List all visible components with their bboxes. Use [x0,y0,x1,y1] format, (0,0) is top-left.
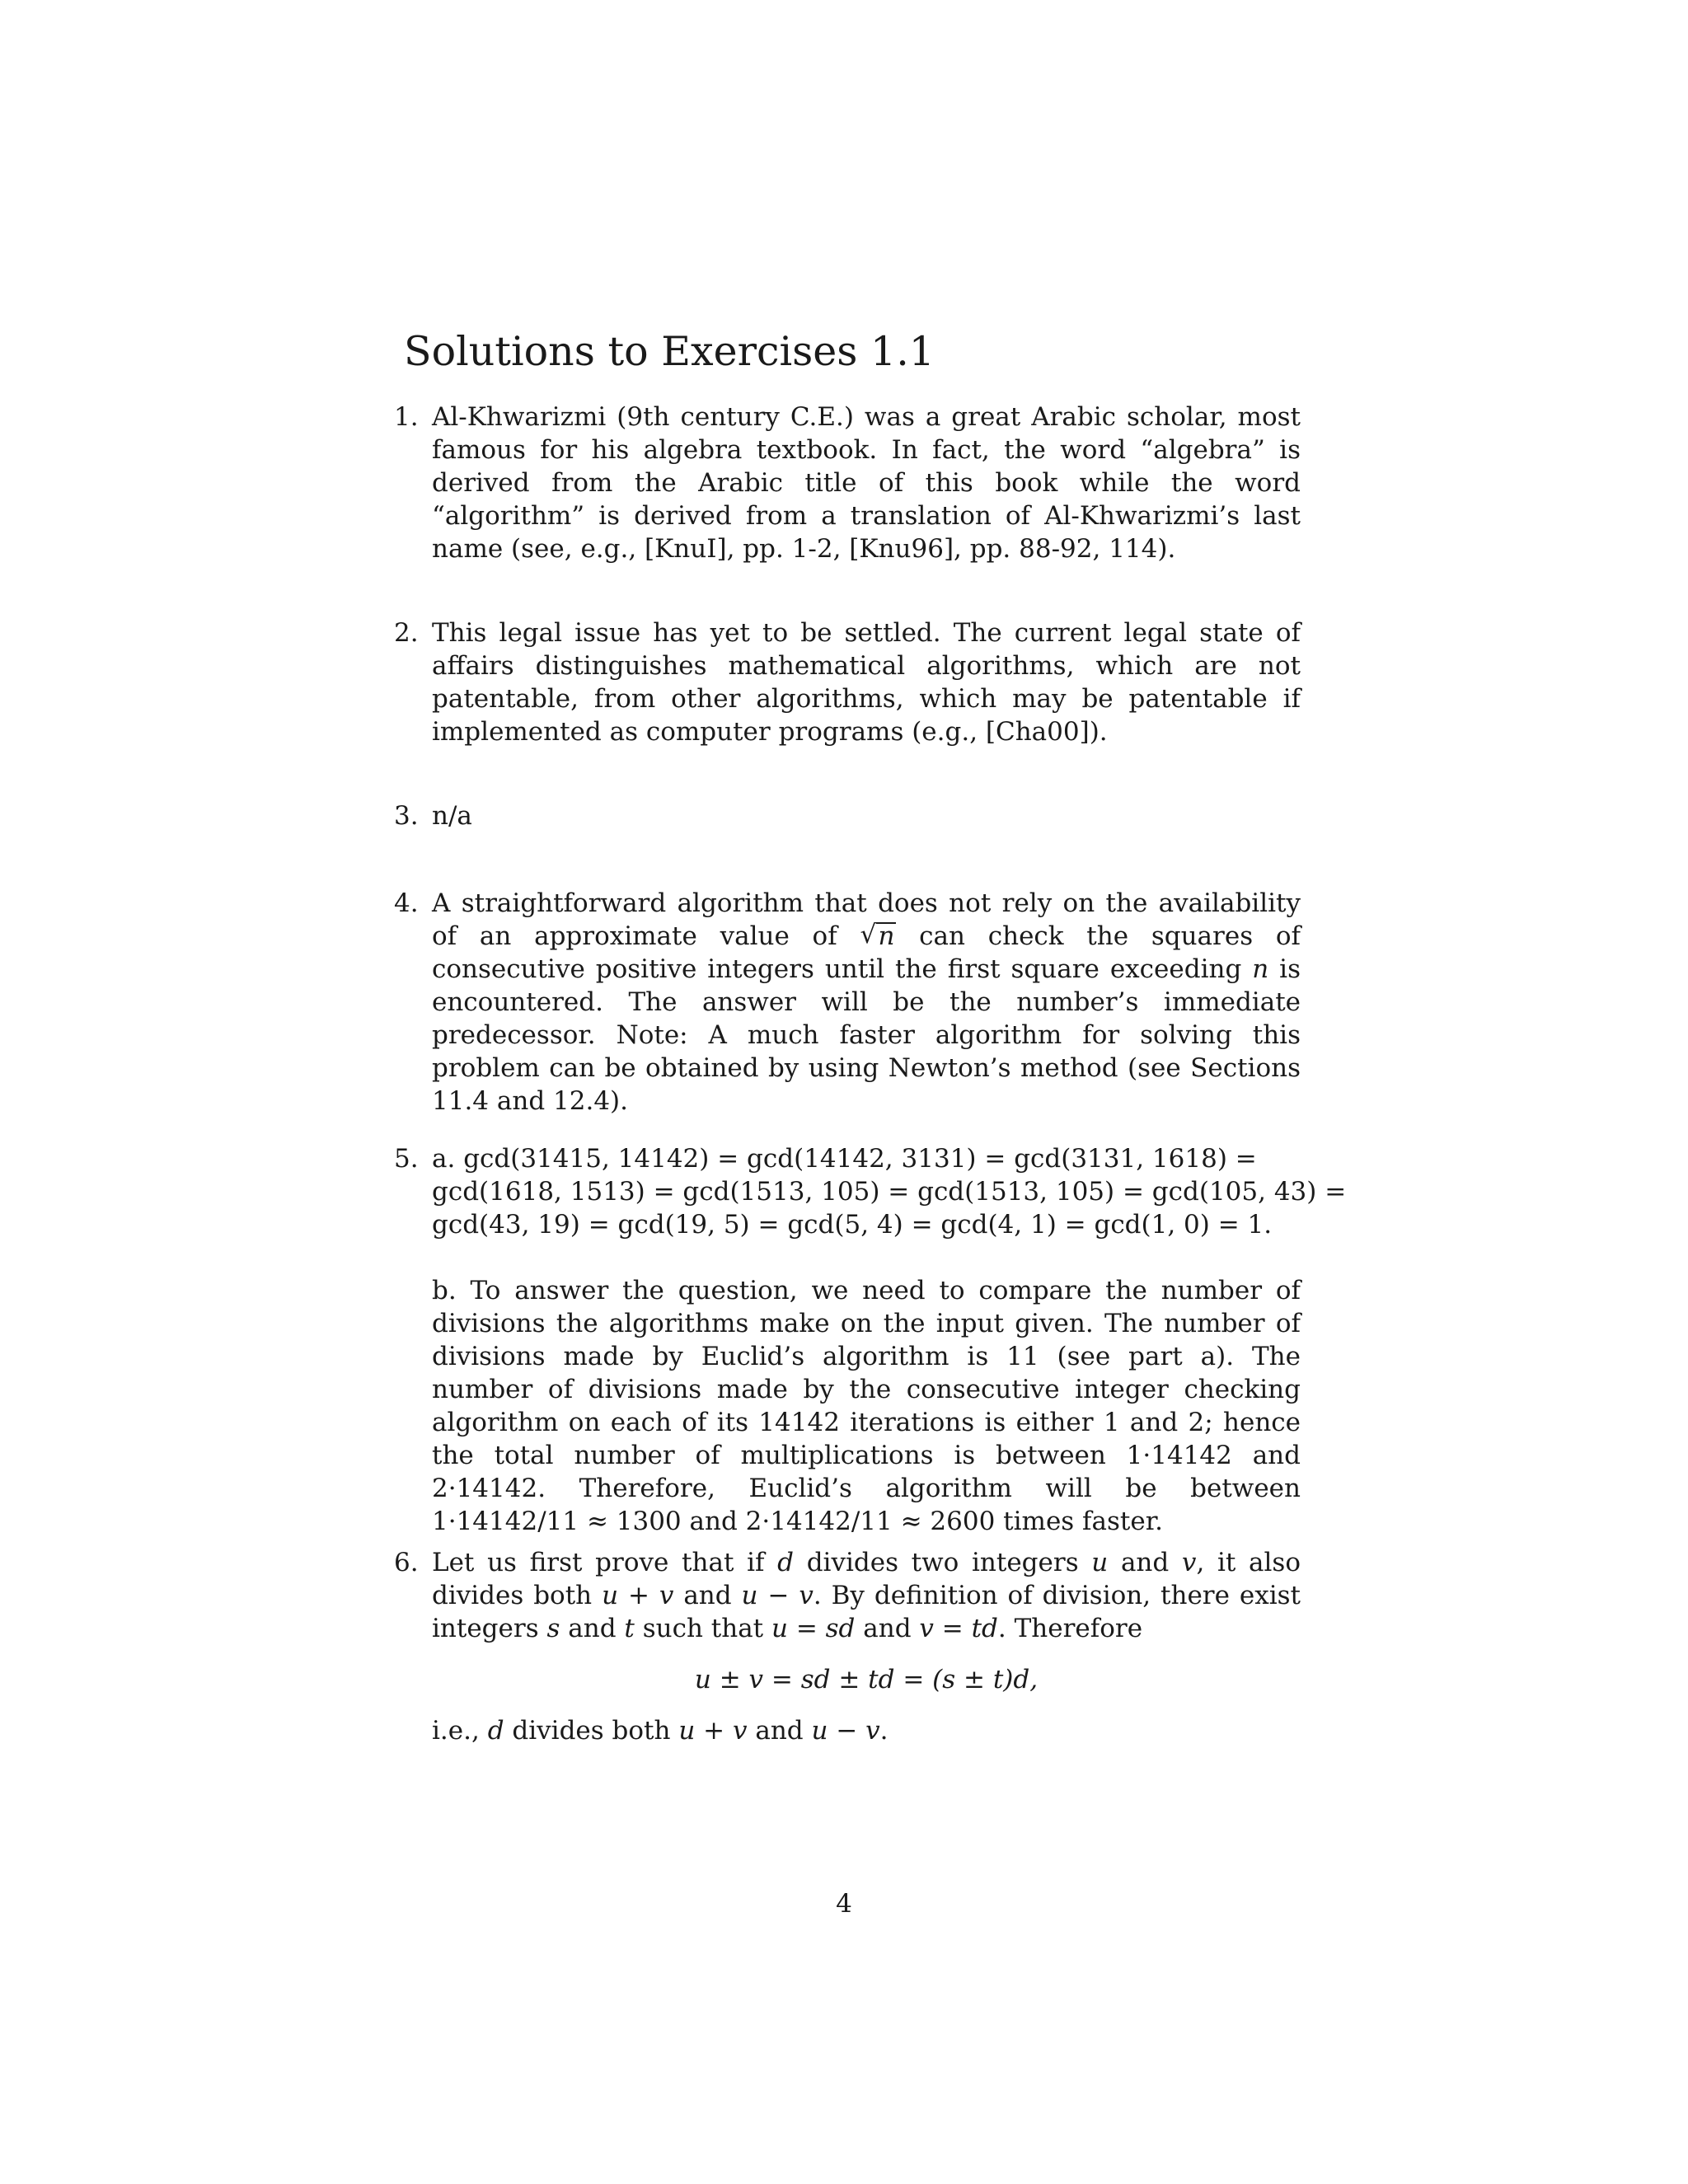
math-variable: d [777,1548,795,1577]
math-expression: u + v [678,1716,748,1746]
exercise-solution-1 [394,401,1301,565]
sqrt-argument: n [878,921,895,951]
text-segment: divides two integers [794,1548,1092,1577]
text-segment: . By definition of division, there exist integers [432,1581,1301,1643]
text-segment: . Therefore [997,1614,1143,1643]
gcd-line: a. gcd(31415, 14142) = gcd(14142, 3131) = gcd(3131, 1618) = [432,1144,1257,1174]
item-number: 5. [394,1144,419,1174]
text-segment: . [879,1716,889,1746]
item-text [432,1546,1301,1747]
square-root-expression [860,920,896,953]
math-expression: u = sd [771,1614,856,1643]
text-segment: A straightforward algorithm that does not rely on the availability of an approximate value of [432,888,1301,951]
item-text: This legal issue has yet to be settled. The current legal state of affairs distinguishes mathematical algorithms, which are not patentable, from other algorithms, which may be patentable if implemented as computer programs (e.g., [Cha00]). [432,618,1301,747]
item-text [432,1142,1347,1538]
item-number: 6. [394,1548,419,1577]
text-segment: can check the squares of consecutive positive integers until the first square exceeding [432,921,1301,984]
text-segment: and [747,1716,812,1746]
exercise-solution-6 [394,1546,1301,1747]
gcd-line: gcd(1618, 1513) = gcd(1513, 105) = gcd(1513, 105) = gcd(105, 43) = [432,1177,1347,1207]
text-segment: and [855,1614,920,1643]
math-variable: d [487,1716,504,1746]
text-segment: , it also divides both [432,1548,1301,1610]
page-number: 4 [836,1889,852,1919]
text-segment: and [560,1614,625,1643]
math-expression: u + v [602,1581,674,1610]
math-expression: v = td [919,1614,998,1643]
text-segment: Let us first prove that if [432,1548,778,1577]
page-title: Solutions to Exercises 1.1 [404,328,935,375]
math-variable: s [546,1614,560,1643]
text-segment: and [1108,1548,1182,1577]
text-segment: is encountered. The answer will be the number’s immediate predecessor. Note: A much faster algorithm for solving this problem can be obtained by using Newton’s method (see Sections 11.4 and 12.4). [432,954,1301,1116]
item-number: 4. [394,888,419,918]
display-equation: u ± v = sd ± td = (s ± t)d, [694,1665,1039,1694]
math-expression: u − v [741,1581,814,1610]
text-segment: such that [634,1614,771,1643]
text-segment: and [673,1581,742,1610]
exercise-solution-2 [394,616,1301,748]
item-text: n/a [432,801,472,831]
item-text: Al-Khwarizmi (9th century C.E.) was a great Arabic scholar, most famous for his algebra textbook. In fact, the word “algebra” is derived from the Arabic title of this book while the word “algorithm” is derived from a translation of Al-Khwarizmi’s last name (see, e.g., [KnuI], pp. 1-2, [Knu96], pp. 88-92, 114). [432,402,1301,564]
text-segment: divides both [504,1716,679,1746]
item-number: 3. [394,801,419,831]
math-variable: n [1252,954,1269,984]
exercise-solution-4 [394,887,1301,1118]
item-number: 1. [394,402,419,432]
math-variable: u [1091,1548,1109,1577]
math-variable: v [1181,1548,1197,1577]
text-segment: i.e., [432,1716,488,1746]
math-expression: u − v [811,1716,880,1746]
item-number: 2. [394,618,419,648]
part-b-text: b. To answer the question, we need to compare the number of divisions the algorithms make on the input given. The number of divisions made by Euclid’s algorithm is 11 (see part a). The number of divisions made by the consecutive integer checking algorithm on each of its 14142 iterations is either 1 and 2; hence the total number of multiplications is between 1·14142 and 2·14142. Therefore, Euclid’s algorithm will be between 1·14142/11 ≈ 1300 and 2·14142/11 ≈ 2600 times faster. [432,1276,1301,1536]
exercise-solution-5 [394,1142,1347,1538]
exercise-solution-3 [394,799,1301,832]
gcd-line: gcd(43, 19) = gcd(19, 5) = gcd(5, 4) = gcd(4, 1) = gcd(1, 0) = 1. [432,1210,1273,1240]
math-variable: t [624,1614,635,1643]
item-text [432,887,1301,1118]
